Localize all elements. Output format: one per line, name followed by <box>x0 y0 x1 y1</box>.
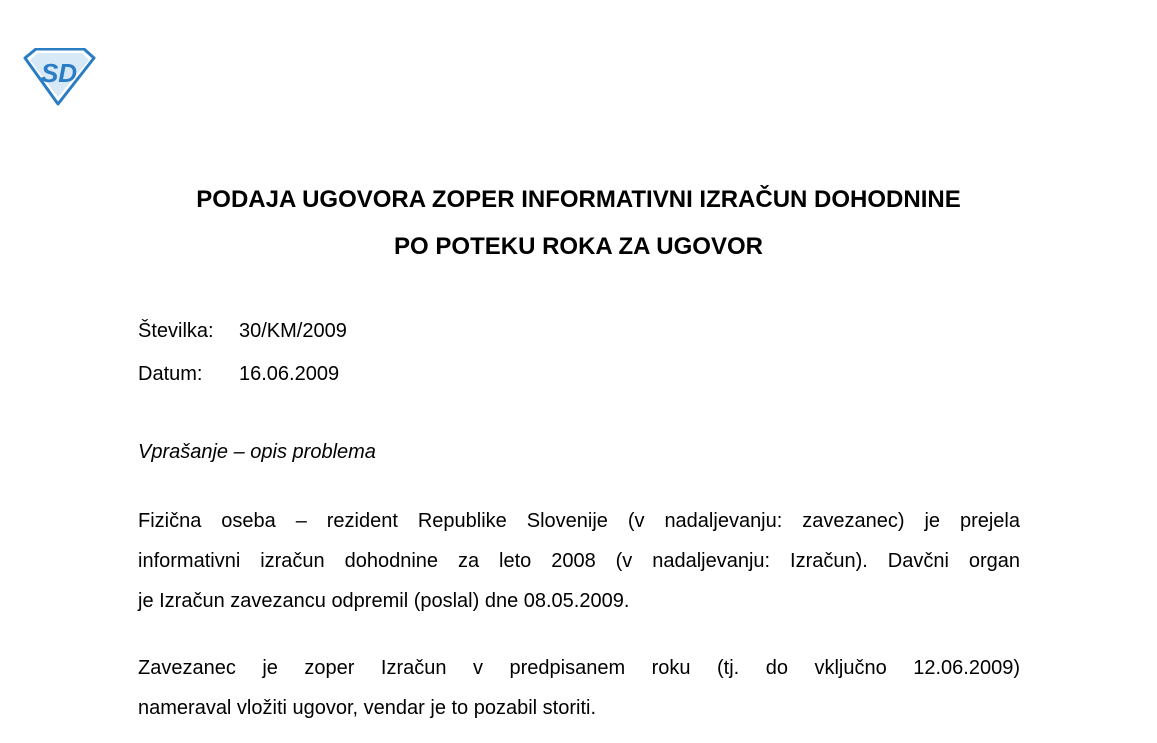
logo-graphic <box>22 48 96 106</box>
paragraph-line: je Izračun zavezancu odpremil (poslal) dne 08.05.2009. <box>138 590 630 612</box>
document-title-line-1: PODAJA UGOVORA ZOPER INFORMATIVNI IZRAČUN DOHODNINE <box>196 186 961 213</box>
document-title-line-2: PO POTEKU ROKA ZA UGOVOR <box>394 233 763 260</box>
sd-shield-logo-icon <box>22 48 96 106</box>
document-date-label: Datum: <box>138 363 203 385</box>
paragraph-line: Zavezanec je zoper Izračun v predpisanem roku (tj. do vključno 12.06.2009) <box>138 657 1020 679</box>
paragraph-2 <box>138 648 1020 728</box>
document-number-value: 30/KM/2009 <box>239 320 347 342</box>
section-heading: Vprašanje – opis problema <box>138 441 376 463</box>
paragraph-line: informativni izračun dohodnine za leto 2008 (v nadaljevanju: Izračun). Davčni organ <box>138 550 1020 572</box>
paragraph-line: Fizična oseba – rezident Republike Slovenije (v nadaljevanju: zavezanec) je prejela <box>138 510 1020 532</box>
document-number-label: Številka: <box>138 320 214 342</box>
document-date-row <box>138 361 339 387</box>
document-date-value: 16.06.2009 <box>239 363 340 385</box>
logo-lettering: SD <box>40 58 78 88</box>
paragraph-1 <box>138 501 1020 621</box>
paragraph-line: nameraval vložiti ugovor, vendar je to pozabil storiti. <box>138 697 597 719</box>
document-number-row <box>138 318 347 344</box>
